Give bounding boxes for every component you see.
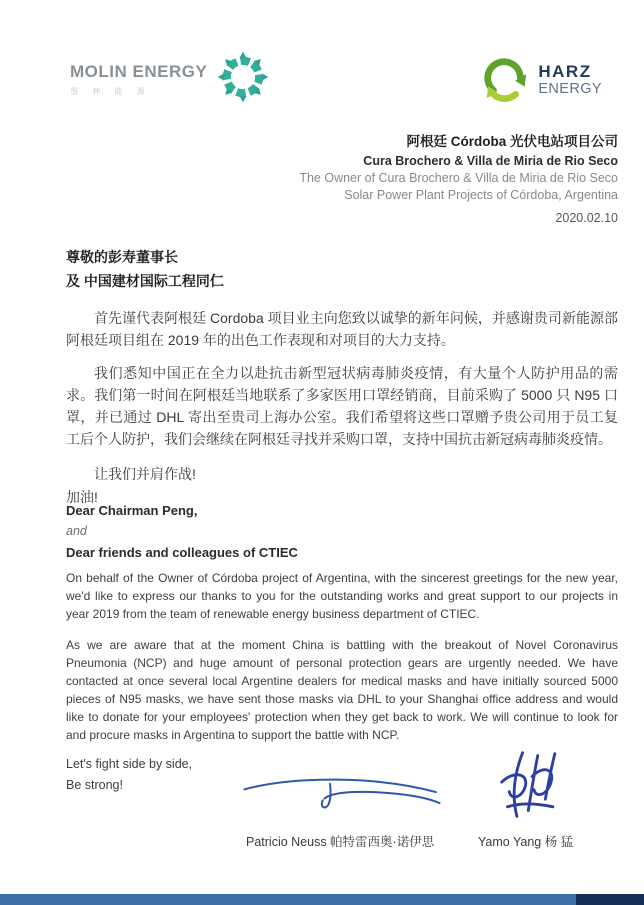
footer-bar-dark-segment (576, 894, 644, 905)
cn-salutation-line1: 尊敬的彭寿董事长 (66, 249, 178, 265)
cn-paragraph-1: 首先谨代表阿根廷 Cordoba 项目业主向您致以诚挚的新年问候，并感谢贵司新能源部阿根廷项目组在 2019 年的出色工作表现和对项目的大力支持。 (66, 310, 618, 348)
en-salutation-line2: and (66, 524, 87, 538)
harz-logo-text (538, 63, 602, 97)
harz-logo-energy: ENERGY (538, 80, 602, 97)
en-slogan-1: Let's fight side by side, (66, 757, 193, 771)
en-slogan-2: Be strong! (66, 778, 123, 792)
logos-row (70, 50, 602, 109)
molin-energy-logo (70, 50, 270, 109)
letterhead-project-line: Solar Power Plant Projects of Córdoba, Argentina (344, 188, 618, 202)
harz-energy-logo (480, 52, 602, 107)
harz-logo-wordmark: HARZ (538, 61, 592, 81)
harz-recycle-icon (480, 52, 530, 107)
en-salutation-line3: Dear friends and colleagues of CTIEC (66, 545, 298, 560)
molin-logo-chinese: 墨 林 能 源 (70, 87, 151, 96)
letterhead (299, 132, 618, 204)
patricio-signature-ink (237, 770, 447, 821)
cn-slogan-1: 让我们并肩作战! (94, 466, 196, 482)
en-paragraph-1: On behalf of the Owner of Córdoba project of Argentina, with the sincerest greetings for the new year, we'd like to express our thanks to you for the outstanding works and great support to our projects in year 2019 from the team of renewable energy business department of CTIEC. (66, 571, 618, 621)
letterhead-company-en: Cura Brochero & Villa de Miria de Rio Seco (363, 154, 618, 168)
letter-date: 2020.02.10 (555, 211, 618, 225)
molin-gear-icon (216, 50, 270, 109)
en-paragraph-2: As we are aware that at the moment China is battling with the breakout of Novel Coronavirus Pneumonia (NCP) and huge amount of personal protection gears are urgently needed. We have contacted at once several local Argentine dealers for medical masks and have initially sourced 5000 pieces of N95 masks, we have sent those masks via DHL to your Shanghai office address and would like to donate for your employees' protection when they get back to work. We will continue to look for and procure masks in Argentina to support the battle with NCP. (66, 638, 618, 742)
en-salutation-line1: Dear Chairman Peng, (66, 503, 198, 518)
molin-logo-text (70, 62, 207, 97)
letterhead-owner-line: The Owner of Cura Brochero & Villa de Miria de Rio Seco (299, 171, 618, 185)
letterhead-company-cn: 阿根廷 Córdoba 光伏电站项目公司 (406, 134, 618, 149)
cn-paragraph-2: 我们悉知中国正在全力以赴抗击新型冠状病毒肺炎疫情，有大量个人防护用品的需求。我们第一时间在阿根廷当地联系了多家医用口罩经销商，目前采购了 5000 只 N95 口罩，并已通过 DHL 寄出至贵司上海办公室。我们希望将这些口罩赠予贵公司用于员工复工后个人防护，我们会继续在阿根廷寻找并采购口罩，支持中国抗击新冠病毒肺炎疫情。 (66, 365, 618, 447)
molin-logo-wordmark: MOLIN ENERGY (70, 62, 208, 81)
signature-name-patricio: Patricio Neuss 帕特雷西奥·诺伊思 (246, 835, 435, 849)
cn-salutation-line2: 及 中国建材国际工程同仁 (66, 273, 224, 289)
footer-bar (0, 894, 644, 905)
signature-name-yamo: Yamo Yang 杨 猛 (478, 835, 574, 849)
yamo-signature-ink (490, 748, 576, 827)
cn-slogan-2: 加油! (66, 489, 98, 505)
chinese-section (66, 245, 618, 508)
